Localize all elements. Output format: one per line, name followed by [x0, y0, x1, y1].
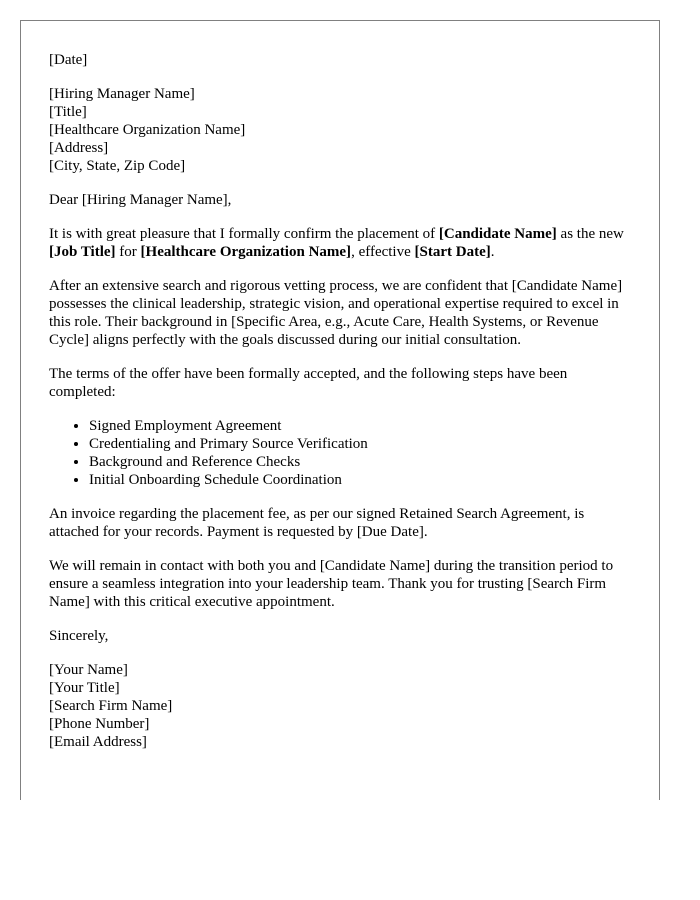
phone-number: [Phone Number]	[49, 716, 150, 732]
list-item: • Initial Onboarding Schedule Coordination	[89, 471, 631, 489]
letter-date: [Date]	[49, 52, 88, 68]
start-date: [Start Date]	[414, 244, 491, 260]
organization-name: [Healthcare Organization Name]	[140, 244, 352, 260]
salutation: Dear [Hiring Manager Name],	[49, 192, 232, 208]
list-item: • Background and Reference Checks	[89, 453, 631, 471]
list-item: • Credentialing and Primary Source Verification	[89, 435, 631, 453]
para1-text-4: , effective	[351, 244, 415, 260]
recipient-organization: [Healthcare Organization Name]	[49, 122, 246, 138]
signature-block	[49, 661, 631, 751]
list-item: • Signed Employment Agreement	[89, 417, 631, 435]
confirmation-paragraph	[49, 225, 631, 261]
para1-text-3: for	[115, 244, 141, 260]
recipient-street: [Address]	[49, 140, 109, 156]
para1-text-5: .	[490, 244, 495, 260]
vetting-paragraph: After an extensive search and rigorous vetting process, we are confident that [Candidate Name] possesses the clinical leadership, strategic vision, and operational expertise required to excel in this role. Their background in [Specific Area, e.g., Acute Care, Health Systems, or Revenue Cycle] aligns perfectly with the goals discussed during our initial consultation.	[49, 278, 623, 348]
recipient-address	[49, 85, 631, 175]
job-title: [Job Title]	[49, 244, 116, 260]
closing: Sincerely,	[49, 628, 109, 644]
sender-name: [Your Name]	[49, 662, 128, 678]
candidate-name: [Candidate Name]	[438, 226, 557, 242]
search-firm-name: [Search Firm Name]	[49, 698, 173, 714]
para1-text-2: as the new	[556, 226, 624, 242]
email-address: [Email Address]	[49, 734, 147, 750]
recipient-title: [Title]	[49, 104, 87, 120]
recipient-name: [Hiring Manager Name]	[49, 86, 195, 102]
recipient-city-state-zip: [City, State, Zip Code]	[49, 158, 186, 174]
sender-title: [Your Title]	[49, 680, 120, 696]
terms-paragraph: The terms of the offer have been formally accepted, and the following steps have been completed:	[49, 366, 568, 400]
para1-text-1: It is with great pleasure that I formally confirm the placement of	[49, 226, 439, 242]
completed-steps-list	[49, 417, 631, 489]
letter-page	[20, 20, 660, 800]
transition-paragraph: We will remain in contact with both you and [Candidate Name] during the transition period to ensure a seamless integration into your leadership team. Thank you for trusting [Search Firm Name] with this critical executive appointment.	[49, 558, 614, 610]
invoice-paragraph: An invoice regarding the placement fee, as per our signed Retained Search Agreement, is attached for your records. Payment is requested by [Due Date].	[49, 506, 585, 540]
